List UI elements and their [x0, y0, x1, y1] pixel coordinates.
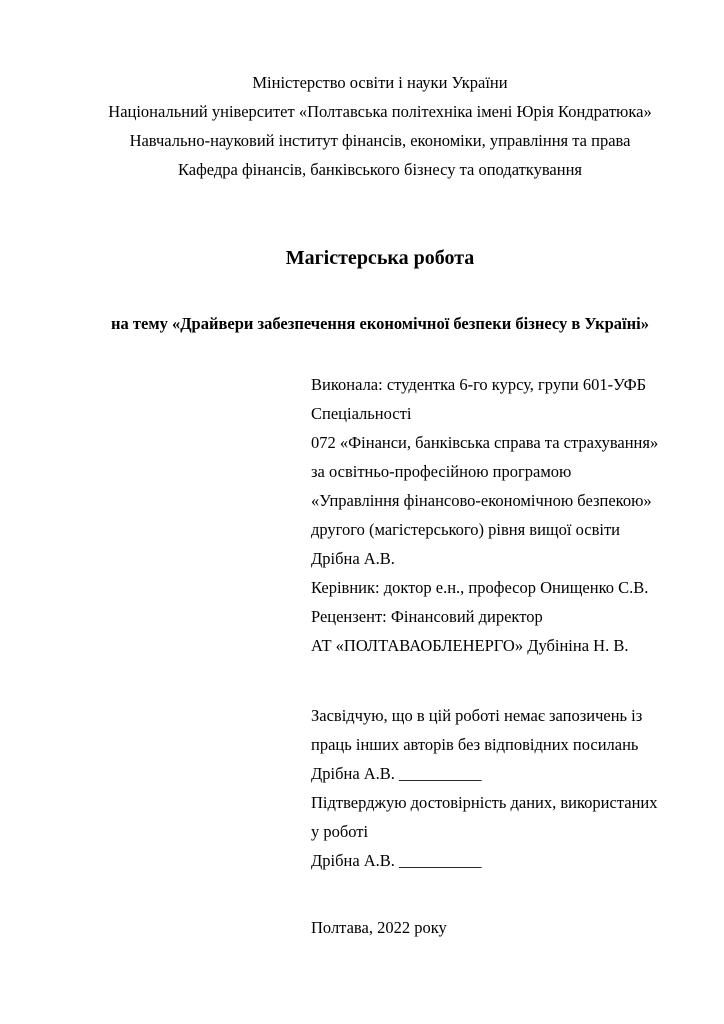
certification-line: у роботі	[311, 822, 369, 841]
place-year: Полтава, 2022 року	[311, 918, 447, 937]
certification-line: Засвідчую, що в цій роботі немає запозичень із	[311, 706, 643, 725]
certification-block	[311, 701, 711, 875]
author-line: Дрібна А.В.	[311, 549, 395, 568]
author-line: «Управління фінансово-економічною безпекою»	[311, 491, 652, 510]
ministry-line: Міністерство освіти і науки України	[252, 73, 508, 92]
university-line: Національний університет «Полтавська політехніка імені Юрія Кондратюка»	[108, 102, 652, 121]
author-line: другого (магістерського) рівня вищої освіти	[311, 520, 620, 539]
institute-line: Навчально-науковий інститут фінансів, економіки, управління та права	[129, 131, 631, 150]
author-line: за освітньо-професійною програмою	[311, 462, 572, 481]
author-line: 072 «Фінанси, банківська справа та страхування»	[311, 433, 659, 452]
thesis-topic: на тему «Драйвери забезпечення економічної безпеки бізнесу в Україні»	[111, 314, 649, 333]
department-line: Кафедра фінансів, банківського бізнесу та оподаткування	[177, 160, 582, 179]
reviewer-line: АТ «ПОЛТАВАОБЛЕНЕРГО» Дубініна Н. В.	[311, 636, 629, 655]
author-line: Спеціальності	[311, 404, 412, 423]
signature-line: Дрібна А.В. __________	[311, 851, 482, 870]
certification-line: Підтверджую достовірність даних, використаних	[311, 793, 658, 812]
reviewer-line: Рецензент: Фінансовий директор	[311, 607, 543, 626]
document-title: Магістерська робота	[285, 247, 475, 269]
institution-header	[0, 68, 724, 184]
certification-line: праць інших авторів без відповідних посилань	[311, 735, 639, 754]
supervisor-line: Керівник: доктор е.н., професор Онищенко С.В.	[311, 578, 649, 597]
author-info-block	[311, 370, 711, 660]
author-line: Виконала: студентка 6-го курсу, групи 601-УФБ	[311, 375, 647, 394]
signature-line: Дрібна А.В. __________	[311, 764, 482, 783]
